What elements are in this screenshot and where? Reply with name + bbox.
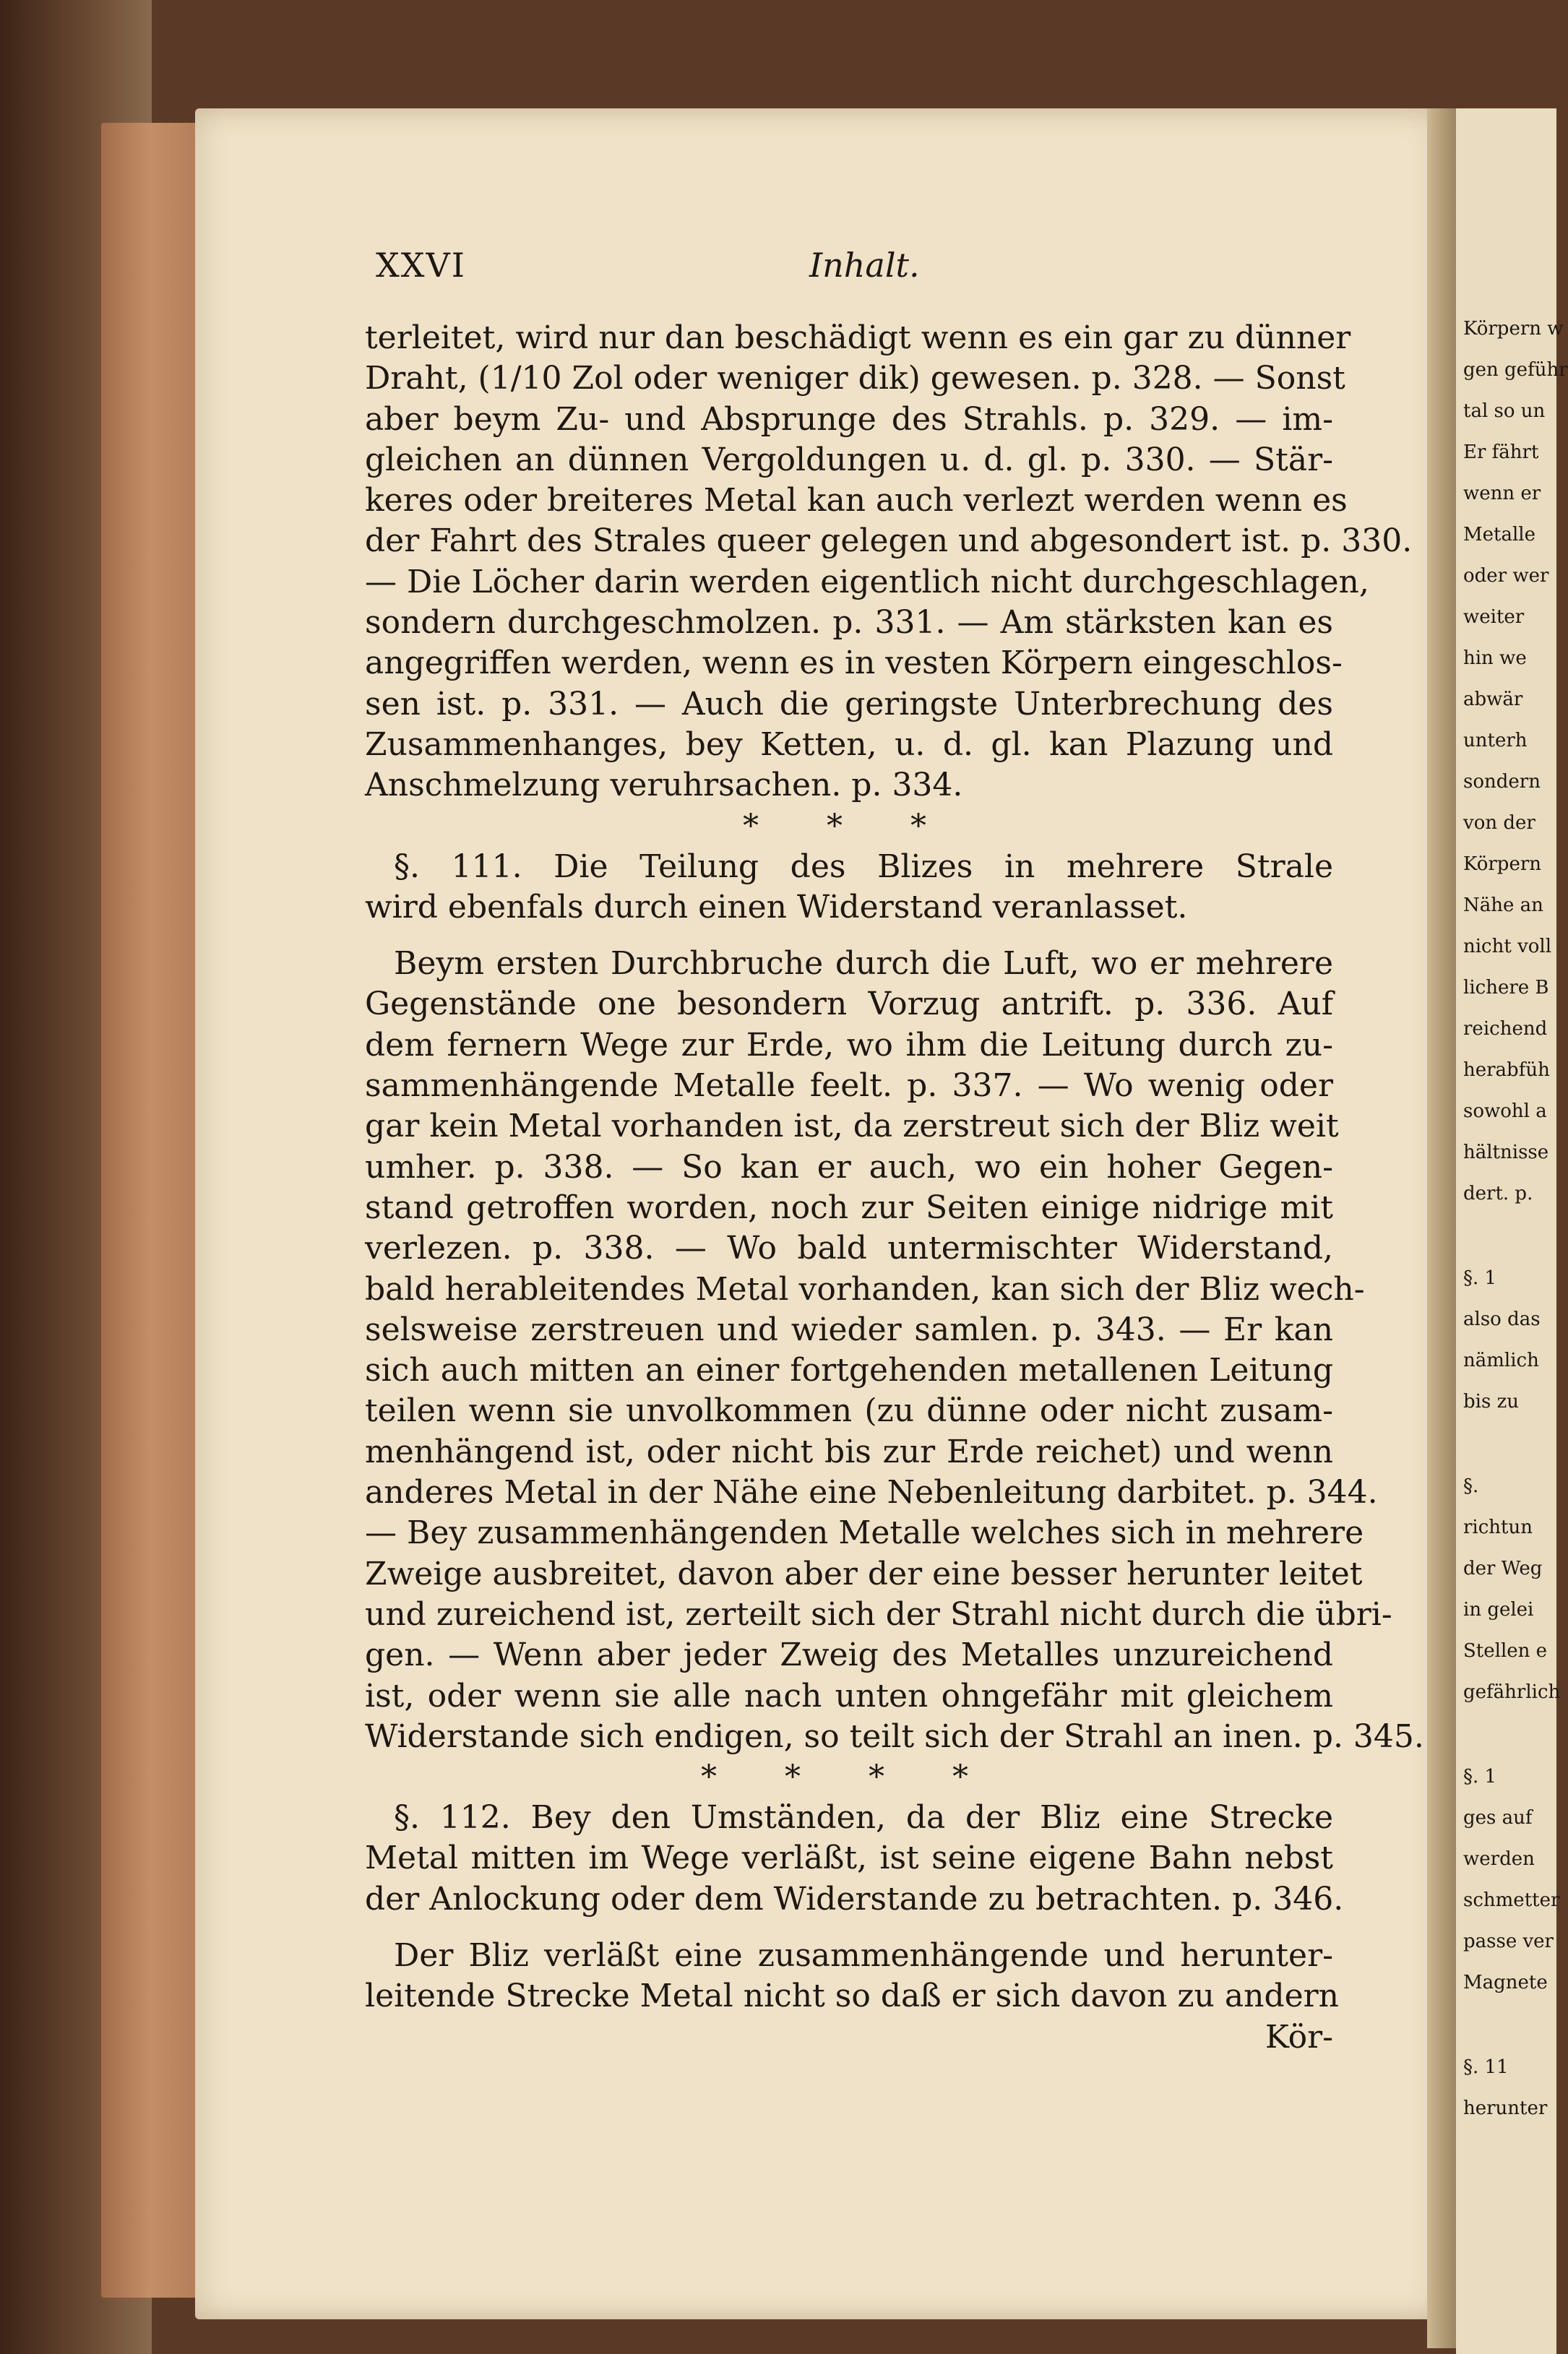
next-page-fragment: reichend bbox=[1463, 1018, 1548, 1040]
next-page-fragment: tal so un bbox=[1463, 400, 1546, 422]
next-page-fragment: unterh bbox=[1463, 730, 1528, 751]
text-line: Der Bliz verläßt eine zusammenhängende und herunter- bbox=[394, 1936, 1333, 1974]
next-page-fragment: herabfüh bbox=[1463, 1059, 1550, 1081]
page-number: XXVI bbox=[376, 246, 466, 285]
text-line: sondern durchgeschmolzen. p. 331. — Am stärksten kan es bbox=[365, 604, 1333, 642]
section-111-heading bbox=[365, 847, 1333, 928]
text-line: menhängend ist, oder nicht bis zur Erde reichet) und wenn bbox=[365, 1433, 1333, 1470]
section-112-heading bbox=[365, 1798, 1344, 1920]
next-page-fragment: nicht voll bbox=[1463, 936, 1552, 957]
section-heading-line: §. 111. Die Teilung des Blizes in mehrere Strale bbox=[394, 848, 1333, 885]
section-separator-stars: * * * bbox=[743, 807, 955, 845]
text-line: umher. p. 338. — So kan er auch, wo ein hoher Gegen- bbox=[365, 1148, 1333, 1186]
next-page-fragment: Körpern bbox=[1463, 853, 1542, 875]
next-page-fragment: der Weg bbox=[1463, 1558, 1543, 1579]
next-page-fragment: oder wer bbox=[1463, 565, 1549, 587]
text-line: anderes Metal in der Nähe eine Nebenleitung darbitet. p. 344. bbox=[365, 1474, 1378, 1512]
next-page-fragment: §. 1 bbox=[1463, 1267, 1497, 1289]
next-page-fragment: dert. p. bbox=[1463, 1183, 1533, 1204]
next-page-fragment: bis zu bbox=[1463, 1391, 1520, 1413]
text-line: selsweise zerstreuen und wieder samlen. p. 343. — Er kan bbox=[365, 1311, 1333, 1348]
next-page-fragment: sowohl a bbox=[1463, 1100, 1547, 1122]
next-page-fragment: Metalle bbox=[1463, 524, 1535, 546]
text-line: Draht, (1/10 Zol oder weniger dik) gewesen. p. 328. — Sonst bbox=[365, 360, 1345, 397]
next-page-fragment: Stellen e bbox=[1463, 1640, 1548, 1662]
text-line: keres oder breiteres Metal kan auch verlezt werden wenn es bbox=[365, 482, 1348, 519]
catchword: Kör- bbox=[1265, 2018, 1333, 2056]
next-page-fragment: Nähe an bbox=[1463, 894, 1543, 916]
next-page-fragment: also das bbox=[1463, 1309, 1541, 1330]
text-line: stand getroffen worden, noch zur Seiten einige nidrige mit bbox=[365, 1189, 1333, 1226]
text-line: Gegenstände one besondern Vorzug antrift. p. 336. Auf bbox=[365, 986, 1333, 1023]
next-page-fragment: in gelei bbox=[1463, 1599, 1534, 1621]
text-line: — Bey zusammenhängenden Metalle welches sich in mehrere bbox=[365, 1514, 1364, 1552]
text-line: sen ist. p. 331. — Auch die geringste Unterbrechung des bbox=[365, 685, 1333, 723]
next-page-fragment: §. bbox=[1463, 1475, 1479, 1497]
text-line: gar kein Metal vorhanden ist, da zerstreut sich der Bliz weit bbox=[365, 1108, 1339, 1145]
next-page-fragment: Er fährt bbox=[1463, 441, 1539, 463]
text-line: der Fahrt des Strales queer gelegen und abgesondert ist. p. 330. bbox=[365, 522, 1413, 560]
text-line: gleichen an dünnen Vergoldungen u. d. gl. p. 330. — Stär- bbox=[365, 441, 1333, 478]
next-page-fragment: wenn er bbox=[1463, 483, 1541, 504]
next-page-fragment: herunter bbox=[1463, 2098, 1548, 2119]
text-line: — Die Löcher darin werden eigentlich nicht durchgeschlagen, bbox=[365, 563, 1369, 600]
running-title: Inhalt. bbox=[809, 246, 920, 285]
text-line: Widerstande sich endigen, so teilt sich der Strahl an inen. p. 345. bbox=[365, 1717, 1424, 1755]
text-line: Zusammenhanges, bey Ketten, u. d. gl. kan Plazung und bbox=[365, 725, 1333, 763]
next-page-fragment: hältnisse bbox=[1463, 1142, 1549, 1163]
next-page-fragment: §. 11 bbox=[1463, 2056, 1509, 2078]
next-page-fragment: ges auf bbox=[1463, 1807, 1533, 1829]
next-page-fragment: §. 1 bbox=[1463, 1766, 1497, 1788]
text-line: gen. — Wenn aber jeder Zweig des Metalles unzureichend bbox=[365, 1637, 1333, 1674]
next-page-fragment: Magnete bbox=[1463, 1972, 1548, 1993]
next-page-fragment: sondern bbox=[1463, 771, 1541, 793]
next-page-fragment: Körpern w bbox=[1463, 318, 1564, 340]
text-line: teilen wenn sie unvolkommen (zu dünne oder nicht zusam- bbox=[365, 1392, 1333, 1430]
text-line: verlezen. p. 338. — Wo bald untermischter Widerstand, bbox=[365, 1230, 1333, 1267]
text-line: und zureichend ist, zerteilt sich der Strahl nicht durch die übri- bbox=[365, 1595, 1392, 1633]
next-page-fragment: gefährlich bbox=[1463, 1681, 1561, 1703]
section-heading-line: §. 112. Bey den Umständen, da der Bliz eine Strecke bbox=[394, 1799, 1333, 1837]
text-line: Zweige ausbreitet, davon aber der eine besser herunter leitet bbox=[365, 1555, 1363, 1592]
text-line: Beym ersten Durchbruche durch die Luft, wo er mehrere bbox=[394, 945, 1333, 983]
next-page-fragment: abwär bbox=[1463, 689, 1523, 710]
text-line: terleitet, wird nur dan beschädigt wenn es ein gar zu dünner bbox=[365, 319, 1351, 356]
next-page-fragment: gen geführ bbox=[1463, 359, 1568, 381]
text-line: ist, oder wenn sie alle nach unten ohngefähr mit gleichem bbox=[365, 1677, 1333, 1715]
next-page-fragment: werden bbox=[1463, 1848, 1535, 1870]
next-page-fragment: richtun bbox=[1463, 1517, 1533, 1538]
text-line: Anschmelzung veruhrsachen. p. 334. bbox=[365, 767, 963, 804]
next-page-fragment: lichere B bbox=[1463, 977, 1549, 999]
text-line: sich auch mitten an einer fortgehenden metallenen Leitung bbox=[365, 1352, 1333, 1389]
next-page-fragment: passe ver bbox=[1463, 1931, 1554, 1952]
section-111-body bbox=[365, 944, 1424, 1757]
next-page-edge bbox=[1456, 108, 1568, 2354]
section-heading-line: wird ebenfals durch einen Widerstand veranlasset. bbox=[365, 888, 1188, 926]
text-line: aber beym Zu- und Absprunge des Strahls. p. 329. — im- bbox=[365, 400, 1333, 438]
next-page-fragment: hin we bbox=[1463, 647, 1527, 669]
paragraph-continuation bbox=[365, 318, 1413, 806]
text-line: sammenhängende Metalle feelt. p. 337. — Wo wenig oder bbox=[365, 1067, 1333, 1105]
book-board bbox=[101, 123, 210, 2298]
next-page-fragment: weiter bbox=[1463, 606, 1525, 628]
page-header bbox=[376, 246, 1358, 296]
page-content bbox=[365, 318, 1424, 2058]
section-separator-stars: * * * * bbox=[701, 1759, 997, 1796]
text-line: bald herableitendes Metal vorhanden, kan sich der Bliz wech- bbox=[365, 1270, 1365, 1308]
next-page-fragment: von der bbox=[1463, 812, 1535, 834]
next-page-fragment: nämlich bbox=[1463, 1350, 1539, 1371]
text-line: dem fernern Wege zur Erde, wo ihm die Leitung durch zu- bbox=[365, 1026, 1333, 1064]
section-heading-line: Metal mitten im Wege verläßt, ist seine eigene Bahn nebst bbox=[365, 1840, 1333, 1877]
section-heading-line: der Anlockung oder dem Widerstande zu betrachten. p. 346. bbox=[365, 1880, 1344, 1918]
text-line: angegriffen werden, wenn es in vesten Körpern eingeschlos- bbox=[365, 644, 1343, 682]
section-112-body bbox=[365, 1936, 1340, 2017]
next-page-fragment: schmetter bbox=[1463, 1889, 1560, 1911]
text-line: leitende Strecke Metal nicht so daß er sich davon zu andern bbox=[365, 1978, 1340, 2015]
